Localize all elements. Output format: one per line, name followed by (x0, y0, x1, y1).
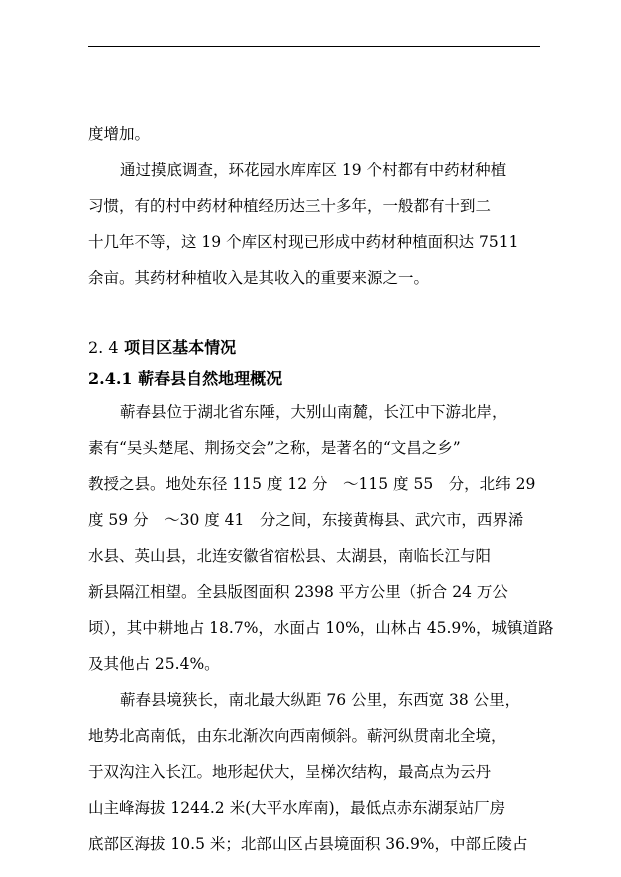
text-line: 余亩。其药材种植收入是其收入的重要来源之一。 (88, 269, 430, 287)
text-line: 度 59 分 ～30 度 41 分之间，东接黄梅县、武穴市，西界浠 (88, 511, 524, 529)
text-line: 习惯，有的村中药材种植经历达三十多年，一般都有十到二 (88, 197, 492, 215)
text-line: 十几年不等，这 19 个库区村现已形成中药材种植面积达 7511 (88, 233, 519, 251)
text-line: 度增加。 (88, 125, 151, 143)
section-title: 项目区基本情况 (124, 338, 237, 357)
text-line: 素有“吴头楚尾、荆扬交会”之称，是著名的“文昌之乡” (88, 439, 461, 457)
text-line: 蕲春县位于湖北省东陲，大别山南麓，长江中下游北岸， (120, 403, 508, 421)
text-line: 新县隔江相望。全县版图面积 2398 平方公里（折合 24 万公 (88, 583, 508, 601)
terrain-paragraph (88, 682, 548, 862)
blank-line (88, 296, 548, 332)
header-rule (88, 46, 540, 47)
text-line: 山主峰海拔 1244.2 米(大平水库南)，最低点赤东湖泵站厂房 (88, 799, 506, 817)
intro-paragraph (88, 116, 548, 296)
text-line: 通过摸底调查，环花园水库库区 19 个村都有中药材种植 (120, 161, 507, 179)
text-line: 教授之县。地处东径 115 度 12 分 ～115 度 55 分，北纬 29 (88, 475, 536, 493)
text-line: 于双沟注入长江。地形起伏大，呈梯次结构，最高点为云丹 (88, 763, 492, 781)
subsection-heading (88, 363, 548, 394)
text-line: 蕲春县境狭长，南北最大纵距 76 公里，东西宽 38 公里， (120, 691, 521, 709)
text-line: 底部区海拔 10.5 米；北部山区占县境面积 36.9%，中部丘陵占 (88, 835, 528, 853)
geography-paragraph (88, 394, 554, 682)
section-number: 2. 4 (88, 338, 119, 357)
page-body (88, 116, 554, 862)
subsection-title: 蕲春县自然地理概况 (138, 369, 283, 388)
subsection-number: 2.4.1 (88, 369, 133, 388)
section-heading (88, 332, 548, 363)
text-line: 及其他占 25.4%。 (88, 655, 220, 673)
text-line: 顷），其中耕地占 18.7%，水面占 10%，山林占 45.9%，城镇道路 (88, 619, 554, 637)
text-line: 地势北高南低，由东北渐次向西南倾斜。蕲河纵贯南北全境， (88, 727, 507, 745)
text-line: 水县、英山县，北连安徽省宿松县、太湖县，南临长江与阳 (88, 547, 492, 565)
